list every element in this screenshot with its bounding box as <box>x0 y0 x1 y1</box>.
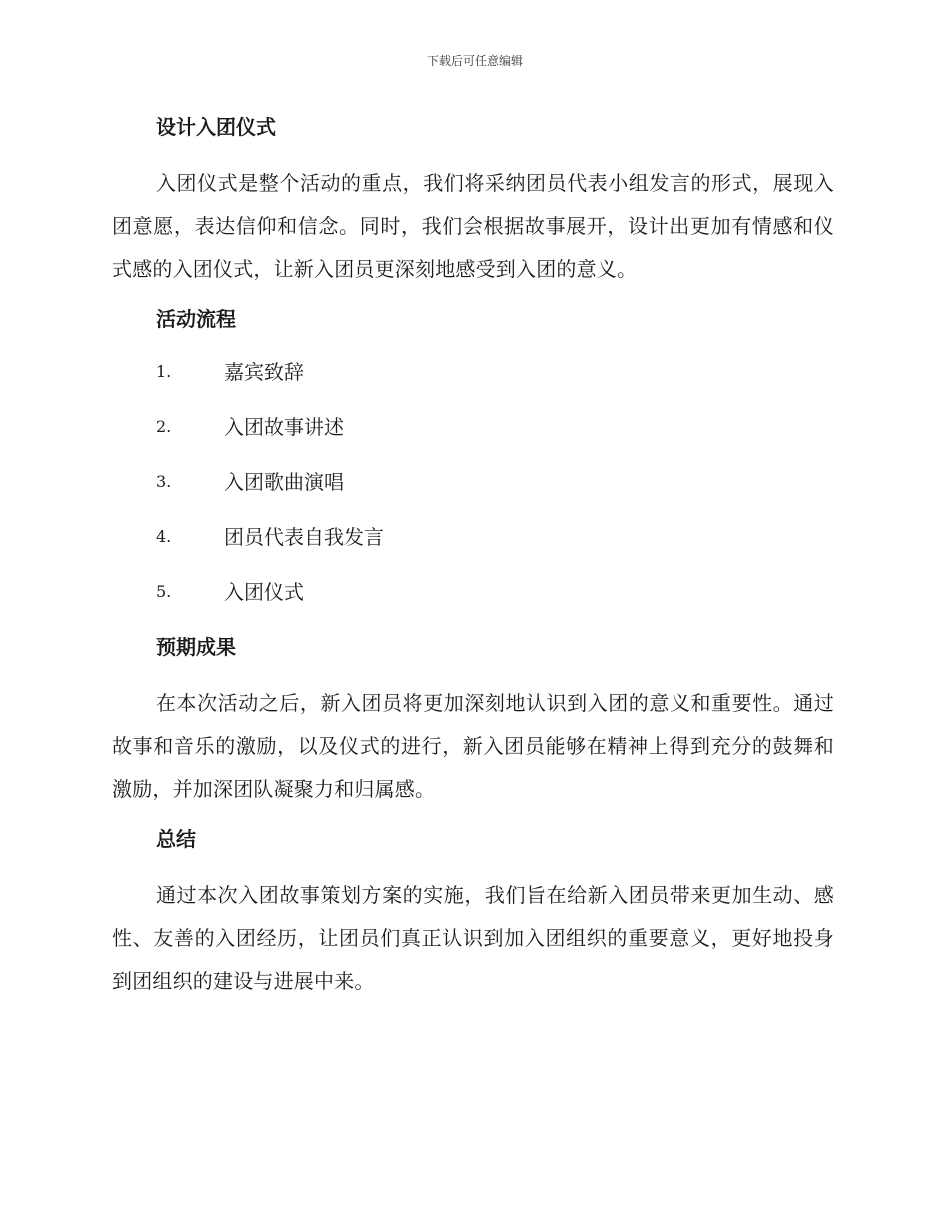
list-item <box>112 519 834 574</box>
step-text: 入团故事讲述 <box>224 415 344 439</box>
section-title-results: 预期成果 <box>156 635 236 659</box>
step-text: 入团歌曲演唱 <box>224 470 344 494</box>
step-number: 2. <box>156 417 172 436</box>
step-number: 5. <box>156 582 172 601</box>
list-item <box>112 354 834 409</box>
spacer <box>112 145 834 162</box>
step-number: 4. <box>156 527 172 546</box>
list-item <box>112 574 834 629</box>
process-steps-list <box>112 354 834 629</box>
step-text: 嘉宾致辞 <box>224 360 304 384</box>
list-item <box>112 464 834 519</box>
step-number: 3. <box>156 472 172 491</box>
section-title-summary: 总结 <box>156 827 196 851</box>
paragraph-results: 在本次活动之后，新入团员将更加深刻地认识到入团的意义和重要性。通过故事和音乐的激励，以及仪式的进行，新入团员能够在精神上得到充分的鼓舞和激励，并加深团队凝聚力和归属感。 <box>112 691 834 801</box>
header-note: 下载后可任意编辑 <box>426 54 523 68</box>
paragraph-summary: 通过本次入团故事策划方案的实施，我们旨在给新入团员带来更加生动、感性、友善的入团经历，让团员们真正认识到加入团组织的重要意义，更好地投身到团组织的建设与进展中来。 <box>112 883 834 993</box>
section-title-process: 活动流程 <box>156 307 236 331</box>
spacer <box>112 291 834 301</box>
spacer <box>112 665 834 682</box>
step-text: 入团仪式 <box>224 580 304 604</box>
section-title-ceremony: 设计入团仪式 <box>156 115 276 139</box>
document-body <box>112 109 834 1003</box>
list-item <box>112 409 834 464</box>
paragraph-ceremony: 入团仪式是整个活动的重点，我们将采纳团员代表小组发言的形式，展现入团意愿，表达信仰和信念。同时，我们会根据故事展开，设计出更加有情感和仪式感的入团仪式，让新入团员更深刻地感受到入团的意义。 <box>112 171 834 281</box>
spacer <box>112 337 834 354</box>
step-text: 团员代表自我发言 <box>224 525 384 549</box>
spacer <box>112 811 834 821</box>
step-number: 1. <box>156 362 172 381</box>
spacer <box>112 857 834 874</box>
